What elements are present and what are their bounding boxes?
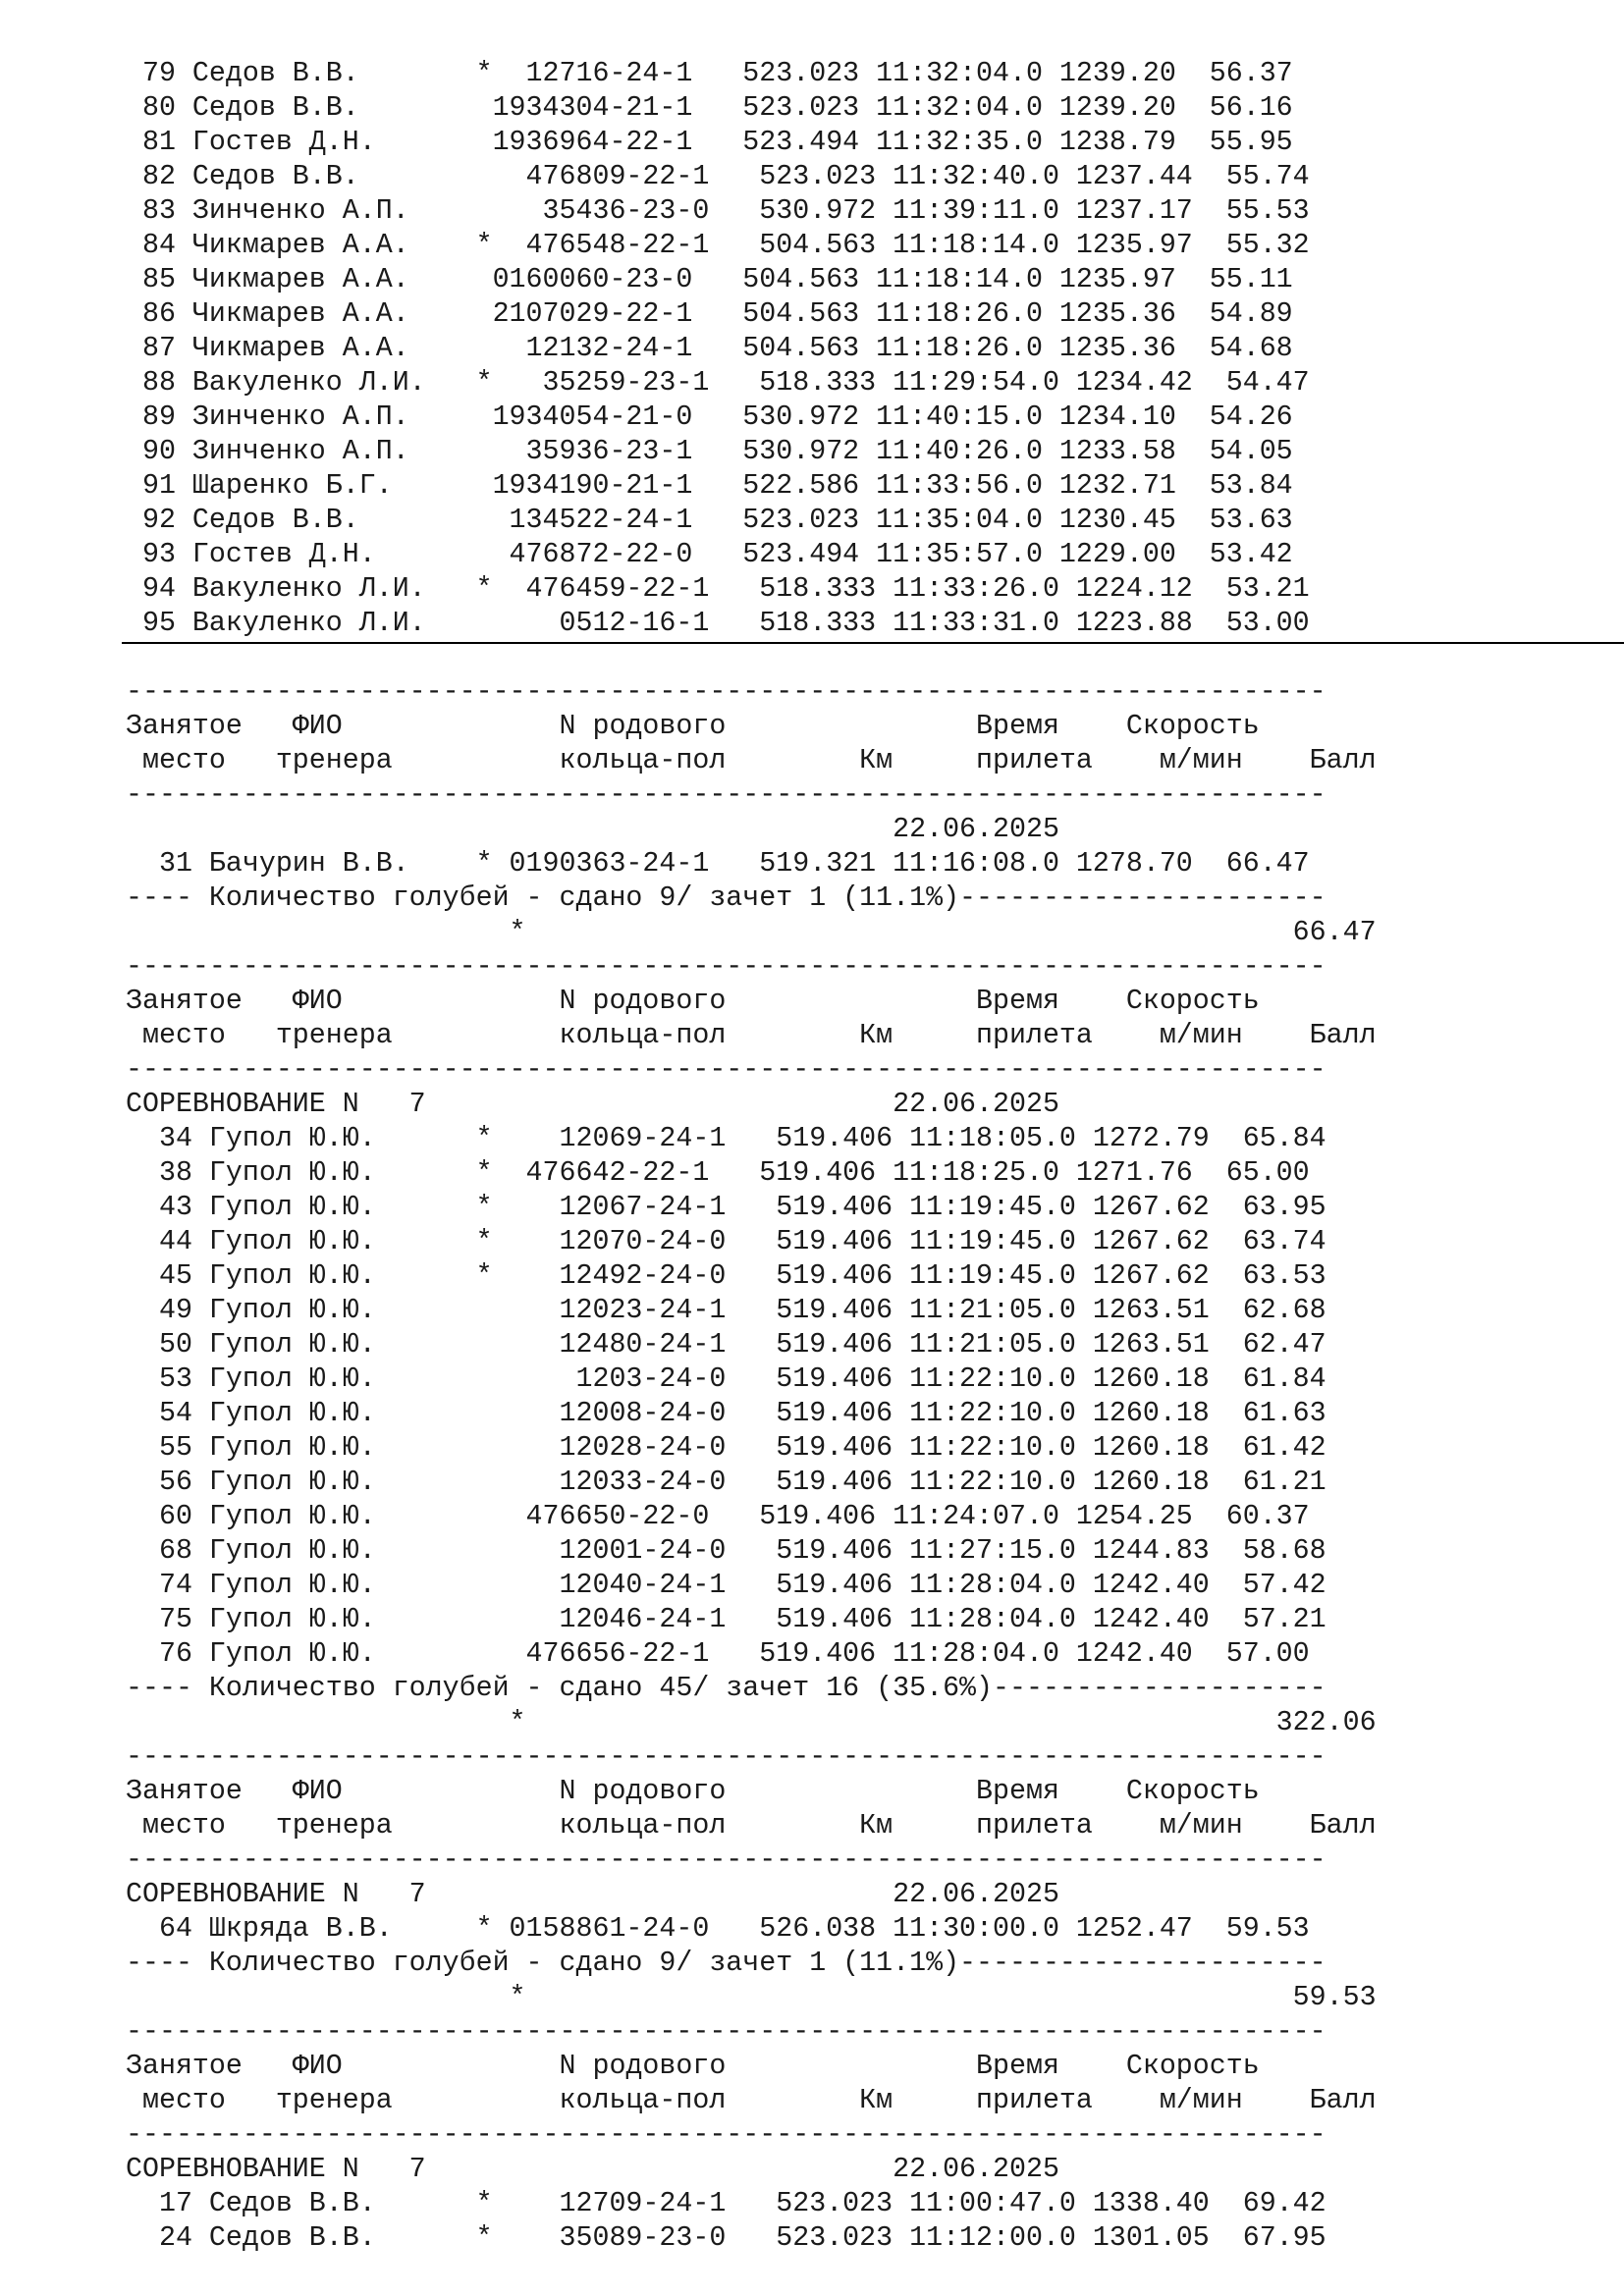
report-line: ------------------------------------------------------------------------ xyxy=(126,1741,1326,1773)
report-line: Занятое ФИО N родового Время Скорость xyxy=(126,986,1260,1017)
report-line: место тренера кольца-пол Км прилета м/мин Балл xyxy=(126,2085,1377,2116)
report-line: ------------------------------------------------------------------------ xyxy=(126,779,1326,811)
report-line: 79 Седов В.В. * 12716-24-1 523.023 11:32:04.0 1239.20 56.37 xyxy=(126,58,1293,89)
report-line: 83 Зинченко А.П. 35436-23-0 530.972 11:39:11.0 1237.17 55.53 xyxy=(126,195,1310,227)
report-line: Занятое ФИО N родового Время Скорость xyxy=(126,2051,1260,2082)
report-line: 93 Гостев Д.Н. 476872-22-0 523.494 11:35:57.0 1229.00 53.42 xyxy=(126,539,1293,570)
report-line: 34 Гупол Ю.Ю. * 12069-24-1 519.406 11:18:05.0 1272.79 65.84 xyxy=(126,1123,1326,1154)
report-line: 45 Гупол Ю.Ю. * 12492-24-0 519.406 11:19:45.0 1267.62 63.53 xyxy=(126,1260,1326,1292)
report-line: 31 Бачурин В.В. * 0190363-24-1 519.321 11:16:08.0 1278.70 66.47 xyxy=(126,848,1310,880)
report-line: * 322.06 xyxy=(126,1707,1377,1738)
report-line: 17 Седов В.В. * 12709-24-1 523.023 11:00:47.0 1338.40 69.42 xyxy=(126,2188,1326,2219)
report-line: * 59.53 xyxy=(126,1982,1377,2013)
report-line: 43 Гупол Ю.Ю. * 12067-24-1 519.406 11:19:45.0 1267.62 63.95 xyxy=(126,1192,1326,1223)
report-line: место тренера кольца-пол Км прилета м/мин Балл xyxy=(126,1810,1377,1842)
report-line: 81 Гостев Д.Н. 1936964-22-1 523.494 11:32:35.0 1238.79 55.95 xyxy=(126,127,1293,158)
report-document xyxy=(126,57,1377,2256)
report-line: ------------------------------------------------------------------------ xyxy=(126,676,1326,708)
report-line: 88 Вакуленко Л.И. * 35259-23-1 518.333 11:29:54.0 1234.42 54.47 xyxy=(126,367,1310,399)
report-line: 53 Гупол Ю.Ю. 1203-24-0 519.406 11:22:10.0 1260.18 61.84 xyxy=(126,1363,1326,1395)
section-divider xyxy=(122,642,1624,644)
report-line: 56 Гупол Ю.Ю. 12033-24-0 519.406 11:22:10.0 1260.18 61.21 xyxy=(126,1467,1326,1498)
report-line: ---- Количество голубей - сдано 9/ зачет 1 (11.1%)---------------------- xyxy=(126,882,1326,914)
report-line: ---- Количество голубей - сдано 9/ зачет 1 (11.1%)---------------------- xyxy=(126,1948,1326,1979)
report-line: 38 Гупол Ю.Ю. * 476642-22-1 519.406 11:18:25.0 1271.76 65.00 xyxy=(126,1157,1310,1189)
report-line: ------------------------------------------------------------------------ xyxy=(126,1054,1326,1086)
report-line: 24 Седов В.В. * 35089-23-0 523.023 11:12:00.0 1301.05 67.95 xyxy=(126,2222,1326,2254)
report-line: ------------------------------------------------------------------------ xyxy=(126,951,1326,983)
report-line: Занятое ФИО N родового Время Скорость xyxy=(126,711,1260,742)
report-line: 94 Вакуленко Л.И. * 476459-22-1 518.333 11:33:26.0 1224.12 53.21 xyxy=(126,573,1310,605)
report-line: 50 Гупол Ю.Ю. 12480-24-1 519.406 11:21:05.0 1263.51 62.47 xyxy=(126,1329,1326,1361)
report-line: 85 Чикмарев А.А. 0160060-23-0 504.563 11:18:14.0 1235.97 55.11 xyxy=(126,264,1293,295)
report-line: 76 Гупол Ю.Ю. 476656-22-1 519.406 11:28:04.0 1242.40 57.00 xyxy=(126,1638,1310,1670)
report-line: 87 Чикмарев А.А. 12132-24-1 504.563 11:18:26.0 1235.36 54.68 xyxy=(126,333,1293,364)
report-line: 92 Седов В.В. 134522-24-1 523.023 11:35:04.0 1230.45 53.63 xyxy=(126,505,1293,536)
report-line: место тренера кольца-пол Км прилета м/мин Балл xyxy=(126,1020,1377,1051)
report-line: 90 Зинченко А.П. 35936-23-1 530.972 11:40:26.0 1233.58 54.05 xyxy=(126,436,1293,467)
report-line: 44 Гупол Ю.Ю. * 12070-24-0 519.406 11:19:45.0 1267.62 63.74 xyxy=(126,1226,1326,1257)
report-line: 55 Гупол Ю.Ю. 12028-24-0 519.406 11:22:10.0 1260.18 61.42 xyxy=(126,1432,1326,1464)
report-line xyxy=(126,641,1377,675)
report-line: * 66.47 xyxy=(126,917,1377,948)
report-line: 75 Гупол Ю.Ю. 12046-24-1 519.406 11:28:04.0 1242.40 57.21 xyxy=(126,1604,1326,1635)
report-line: 80 Седов В.В. 1934304-21-1 523.023 11:32:04.0 1239.20 56.16 xyxy=(126,92,1293,124)
report-line: место тренера кольца-пол Км прилета м/мин Балл xyxy=(126,745,1377,776)
report-line: 89 Зинченко А.П. 1934054-21-0 530.972 11:40:15.0 1234.10 54.26 xyxy=(126,401,1293,433)
report-line: 64 Шкряда В.В. * 0158861-24-0 526.038 11:30:00.0 1252.47 59.53 xyxy=(126,1913,1310,1945)
report-line: 68 Гупол Ю.Ю. 12001-24-0 519.406 11:27:15.0 1244.83 58.68 xyxy=(126,1535,1326,1567)
report-line: 49 Гупол Ю.Ю. 12023-24-1 519.406 11:21:05.0 1263.51 62.68 xyxy=(126,1295,1326,1326)
report-line: ---- Количество голубей - сдано 45/ зачет 16 (35.6%)-------------------- xyxy=(126,1673,1326,1704)
report-line: ------------------------------------------------------------------------ xyxy=(126,1844,1326,1876)
report-line: 84 Чикмарев А.А. * 476548-22-1 504.563 11:18:14.0 1235.97 55.32 xyxy=(126,230,1310,261)
report-line: 22.06.2025 xyxy=(126,814,1059,845)
report-line: 95 Вакуленко Л.И. 0512-16-1 518.333 11:33:31.0 1223.88 53.00 xyxy=(126,608,1310,639)
report-line: 60 Гупол Ю.Ю. 476650-22-0 519.406 11:24:07.0 1254.25 60.37 xyxy=(126,1501,1310,1532)
report-line: 54 Гупол Ю.Ю. 12008-24-0 519.406 11:22:10.0 1260.18 61.63 xyxy=(126,1398,1326,1429)
report-line: ------------------------------------------------------------------------ xyxy=(126,2119,1326,2151)
report-line: ------------------------------------------------------------------------ xyxy=(126,2016,1326,2048)
report-line: 82 Седов В.В. 476809-22-1 523.023 11:32:40.0 1237.44 55.74 xyxy=(126,161,1310,192)
report-line: Занятое ФИО N родового Время Скорость xyxy=(126,1776,1260,1807)
report-line: СОРЕВНОВАНИЕ N 7 22.06.2025 xyxy=(126,1879,1059,1910)
report-line: 74 Гупол Ю.Ю. 12040-24-1 519.406 11:28:04.0 1242.40 57.42 xyxy=(126,1570,1326,1601)
report-line: СОРЕВНОВАНИЕ N 7 22.06.2025 xyxy=(126,1089,1059,1120)
report-line: 91 Шаренко Б.Г. 1934190-21-1 522.586 11:33:56.0 1232.71 53.84 xyxy=(126,470,1293,502)
report-line: 86 Чикмарев А.А. 2107029-22-1 504.563 11:18:26.0 1235.36 54.89 xyxy=(126,298,1293,330)
report-line: СОРЕВНОВАНИЕ N 7 22.06.2025 xyxy=(126,2154,1059,2185)
